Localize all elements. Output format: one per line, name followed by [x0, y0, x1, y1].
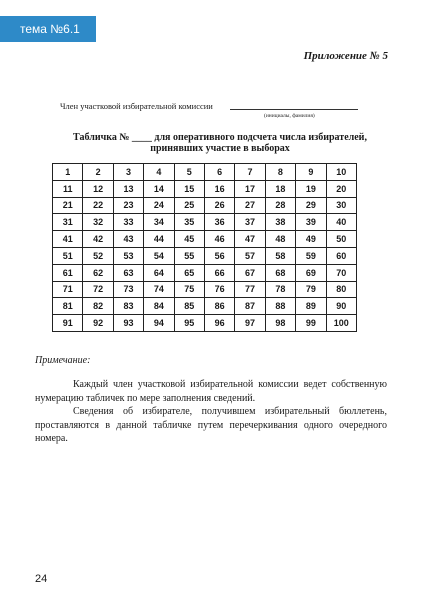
- grid-cell: 34: [144, 214, 174, 231]
- grid-row: [53, 264, 357, 281]
- grid-cell: 81: [53, 298, 83, 315]
- grid-cell: 75: [174, 281, 204, 298]
- grid-cell: 9: [296, 164, 326, 181]
- voter-count-grid: [52, 163, 357, 332]
- grid-cell: 36: [204, 214, 234, 231]
- grid-cell: 95: [174, 315, 204, 332]
- grid-row: [53, 315, 357, 332]
- grid-row: [53, 197, 357, 214]
- grid-cell: 45: [174, 231, 204, 248]
- note-body: [35, 378, 387, 446]
- grid-cell: 73: [113, 281, 143, 298]
- grid-cell: 14: [144, 180, 174, 197]
- grid-cell: 78: [265, 281, 295, 298]
- grid-cell: 40: [326, 214, 356, 231]
- grid-cell: 82: [83, 298, 113, 315]
- grid-cell: 31: [53, 214, 83, 231]
- grid-cell: 11: [53, 180, 83, 197]
- grid-cell: 7: [235, 164, 265, 181]
- grid-cell: 25: [174, 197, 204, 214]
- grid-cell: 77: [235, 281, 265, 298]
- table-title-line1: Табличка № ____ для оперативного подсчета числа избирателей,: [73, 132, 367, 143]
- grid-cell: 57: [235, 247, 265, 264]
- grid-cell: 90: [326, 298, 356, 315]
- grid-cell: 65: [174, 264, 204, 281]
- grid-cell: 33: [113, 214, 143, 231]
- grid-cell: 66: [204, 264, 234, 281]
- grid-cell: 46: [204, 231, 234, 248]
- grid-cell: 56: [204, 247, 234, 264]
- grid-cell: 69: [296, 264, 326, 281]
- grid-cell: 93: [113, 315, 143, 332]
- grid-cell: 67: [235, 264, 265, 281]
- grid-cell: 83: [113, 298, 143, 315]
- grid-cell: 68: [265, 264, 295, 281]
- grid-row: [53, 214, 357, 231]
- grid-cell: 26: [204, 197, 234, 214]
- grid-cell: 91: [53, 315, 83, 332]
- table-title-line2: принявших участие в выборах: [150, 143, 290, 154]
- grid-cell: 8: [265, 164, 295, 181]
- grid-cell: 60: [326, 247, 356, 264]
- grid-cell: 72: [83, 281, 113, 298]
- grid-cell: 42: [83, 231, 113, 248]
- grid-cell: 39: [296, 214, 326, 231]
- grid-cell: 1: [53, 164, 83, 181]
- grid-cell: 96: [204, 315, 234, 332]
- grid-cell: 21: [53, 197, 83, 214]
- grid-row: [53, 281, 357, 298]
- grid-cell: 80: [326, 281, 356, 298]
- grid-cell: 44: [144, 231, 174, 248]
- grid-row: [53, 180, 357, 197]
- grid-cell: 59: [296, 247, 326, 264]
- grid-cell: 79: [296, 281, 326, 298]
- topic-tab: тема №6.1: [0, 16, 96, 42]
- grid-cell: 32: [83, 214, 113, 231]
- grid-cell: 28: [265, 197, 295, 214]
- grid-cell: 74: [144, 281, 174, 298]
- grid-cell: 30: [326, 197, 356, 214]
- grid-cell: 63: [113, 264, 143, 281]
- grid-cell: 58: [265, 247, 295, 264]
- grid-cell: 12: [83, 180, 113, 197]
- grid-cell: 17: [235, 180, 265, 197]
- grid-cell: 19: [296, 180, 326, 197]
- grid-cell: 76: [204, 281, 234, 298]
- grid-cell: 55: [174, 247, 204, 264]
- grid-cell: 29: [296, 197, 326, 214]
- signature-note: (инициалы, фамилия): [264, 113, 315, 119]
- grid-cell: 62: [83, 264, 113, 281]
- grid-cell: 10: [326, 164, 356, 181]
- grid-cell: 24: [144, 197, 174, 214]
- grid-cell: 37: [235, 214, 265, 231]
- note-paragraph-1: Каждый член участковой избирательной комиссии ведет собственную нумерацию табличек по мере заполнения сведений.: [35, 379, 387, 404]
- grid-cell: 99: [296, 315, 326, 332]
- grid-cell: 70: [326, 264, 356, 281]
- grid-cell: 64: [144, 264, 174, 281]
- grid-cell: 3: [113, 164, 143, 181]
- grid-cell: 27: [235, 197, 265, 214]
- grid-cell: 61: [53, 264, 83, 281]
- page-number: 24: [35, 573, 48, 585]
- grid-cell: 48: [265, 231, 295, 248]
- grid-cell: 94: [144, 315, 174, 332]
- grid-cell: 47: [235, 231, 265, 248]
- grid-row: [53, 231, 357, 248]
- grid-cell: 18: [265, 180, 295, 197]
- grid-cell: 4: [144, 164, 174, 181]
- grid-cell: 92: [83, 315, 113, 332]
- grid-row: [53, 298, 357, 315]
- grid-cell: 54: [144, 247, 174, 264]
- grid-cell: 15: [174, 180, 204, 197]
- grid-cell: 13: [113, 180, 143, 197]
- grid-row: [53, 164, 357, 181]
- grid-cell: 16: [204, 180, 234, 197]
- grid-cell: 2: [83, 164, 113, 181]
- appendix-title: Приложение № 5: [303, 50, 388, 62]
- grid-cell: 20: [326, 180, 356, 197]
- grid-cell: 84: [144, 298, 174, 315]
- grid-cell: 23: [113, 197, 143, 214]
- grid-cell: 38: [265, 214, 295, 231]
- grid-cell: 35: [174, 214, 204, 231]
- note-label: Примечание:: [35, 355, 91, 366]
- grid-cell: 100: [326, 315, 356, 332]
- grid-cell: 85: [174, 298, 204, 315]
- grid-cell: 87: [235, 298, 265, 315]
- grid-cell: 41: [53, 231, 83, 248]
- grid-cell: 88: [265, 298, 295, 315]
- grid-row: [53, 247, 357, 264]
- commission-member-label: Член участковой избирательной комиссии: [60, 101, 213, 111]
- signature-line: [230, 109, 358, 110]
- grid-cell: 49: [296, 231, 326, 248]
- grid-cell: 98: [265, 315, 295, 332]
- grid-cell: 71: [53, 281, 83, 298]
- table-title: [60, 132, 380, 154]
- grid-cell: 51: [53, 247, 83, 264]
- grid-cell: 50: [326, 231, 356, 248]
- grid-cell: 5: [174, 164, 204, 181]
- grid-cell: 89: [296, 298, 326, 315]
- grid-cell: 53: [113, 247, 143, 264]
- grid-cell: 52: [83, 247, 113, 264]
- note-paragraph-2: Сведения об избирателе, получившем избирательный бюллетень, проставляются в данной табличке путем перечеркивания одного очередного номера.: [35, 406, 387, 444]
- grid-cell: 22: [83, 197, 113, 214]
- grid-cell: 97: [235, 315, 265, 332]
- grid-cell: 6: [204, 164, 234, 181]
- grid-cell: 43: [113, 231, 143, 248]
- grid-cell: 86: [204, 298, 234, 315]
